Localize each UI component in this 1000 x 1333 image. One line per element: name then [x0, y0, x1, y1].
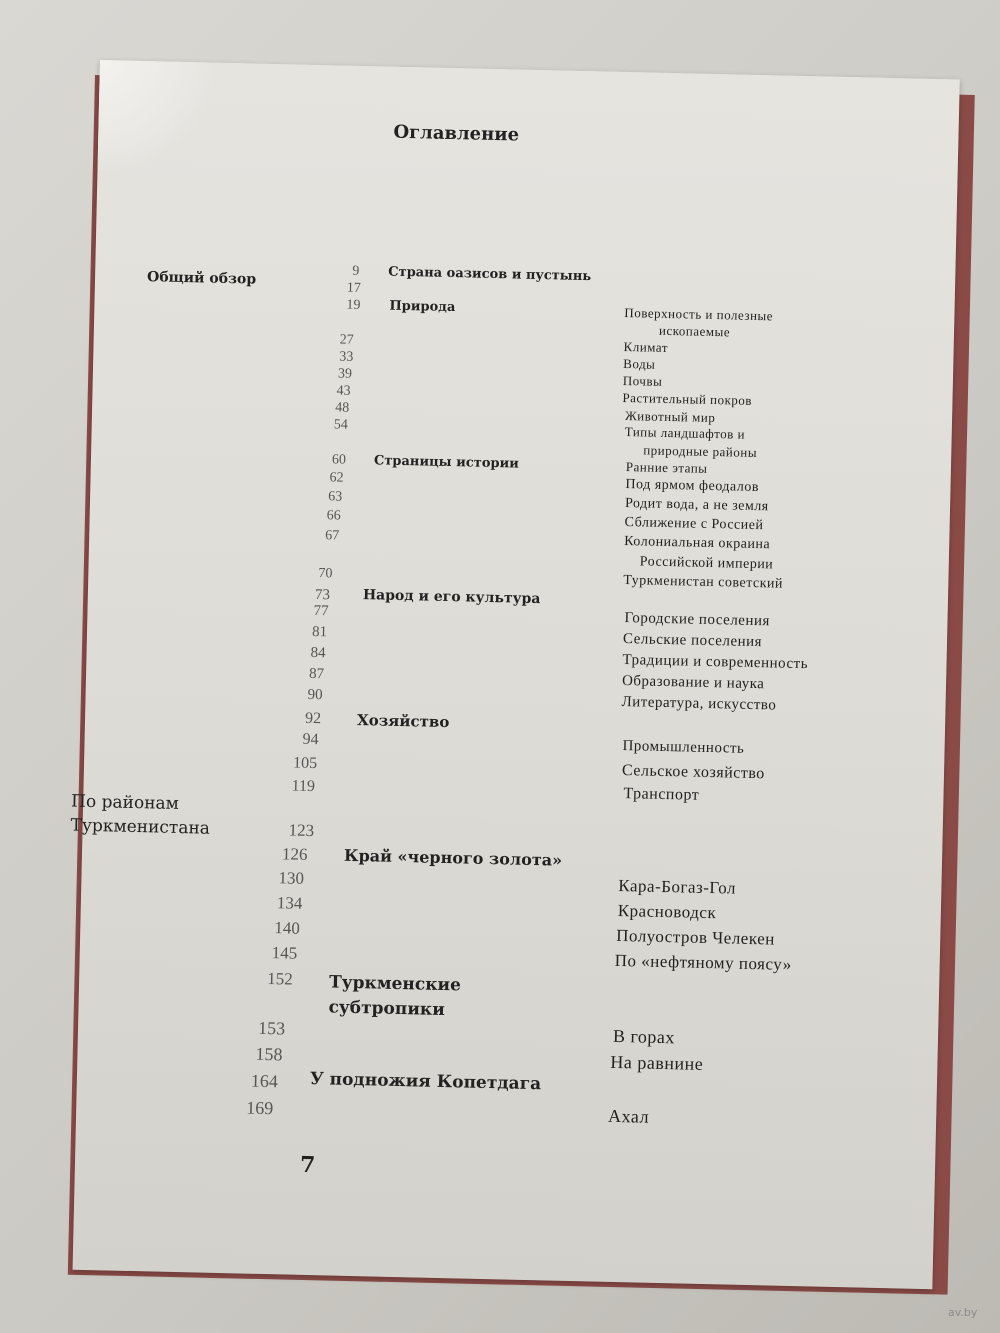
entry-page: 63 [327, 489, 343, 505]
entry-page: 60 [331, 452, 347, 468]
entry-page: 17 [346, 280, 362, 296]
entry-subsection: Под ярмом феодалов [625, 477, 760, 496]
entry-subsection: Российской империи [639, 554, 774, 573]
entry-section: Страницы истории [373, 453, 520, 472]
entry-section: Край «черного золота» [343, 845, 563, 870]
entry-subsection: Городские поселения [624, 610, 771, 630]
entry-subsection: Литература, искусство [621, 694, 777, 714]
entry-page: 158 [255, 1043, 283, 1065]
entry-page: 119 [291, 777, 316, 796]
part-label-regions-line1: По районам [70, 791, 180, 814]
entry-page: 33 [339, 349, 354, 365]
entry-page: 84 [310, 644, 326, 662]
entry-page: 145 [271, 943, 298, 963]
entry-subsection: Красноводск [617, 900, 717, 923]
entry-subsection: В горах [612, 1025, 676, 1048]
page-number: 7 [299, 1151, 316, 1179]
entry-subsection: Ахал [607, 1105, 650, 1127]
entry-subsection: Традиции и современность [622, 652, 809, 673]
entry-subsection: Ранние этапы [625, 459, 708, 476]
entry-page: 48 [334, 400, 350, 416]
entry-page: 19 [346, 297, 361, 313]
entry-subsection: Сближение с Россией [624, 515, 764, 534]
entry-page: 169 [246, 1097, 274, 1119]
entry-subsection: Почвы [622, 372, 663, 389]
entry-subsection: Климат [623, 338, 669, 355]
toc-title: Оглавление [393, 121, 520, 146]
entry-subsection: Животный мир [624, 408, 716, 426]
entry-subsection: Туркменистан советский [623, 573, 784, 592]
entry-page: 126 [281, 844, 308, 864]
entry-section: Хозяйство [356, 711, 450, 732]
entry-page: 164 [250, 1070, 279, 1092]
part-label-regions-line2: Туркменистана [70, 815, 211, 839]
entry-section: Страна оазисов и пустынь [388, 264, 592, 285]
entry-subsection: На равнине [610, 1051, 704, 1074]
part-label-overview: Общий обзор [146, 269, 257, 288]
part-page-regions: 123 [288, 820, 315, 841]
entry-page: 54 [333, 417, 348, 433]
entry-subsection: Поверхность и полезные [624, 304, 774, 324]
entry-subsection: ископаемые [658, 322, 731, 340]
entry-subsection: Сельские поселения [622, 631, 763, 651]
entry-subsection: По «нефтяному поясу» [614, 950, 792, 974]
entry-page: 43 [336, 383, 351, 399]
entry-page: 94 [302, 730, 319, 749]
entry-page: 77 [313, 602, 329, 620]
entry-subsection: Образование и наука [621, 673, 765, 693]
entry-subsection: Растительный покров [622, 389, 753, 408]
entry-page: 134 [276, 893, 303, 913]
entry-subsection: Воды [623, 355, 656, 372]
entry-section: Народ и его культура [362, 587, 541, 608]
entry-subsection: природные районы [643, 442, 758, 461]
entry-subsection: Полуостров Челекен [616, 925, 776, 949]
entry-page: 73 [314, 587, 331, 604]
entry-page: 27 [339, 332, 354, 348]
entry-page: 87 [308, 665, 325, 683]
entry-subsection: Типы ландшафтов и [624, 424, 746, 442]
entry-subsection: Колониальная окраина [624, 534, 771, 553]
entry-section: У подножия Копетдага [309, 1069, 542, 1095]
entry-page: 90 [307, 686, 323, 704]
entry-page: 130 [278, 868, 305, 888]
page-curl [98, 60, 215, 173]
entry-page: 105 [292, 754, 318, 773]
entry-page: 70 [318, 566, 333, 582]
entry-subsection: Транспорт [623, 785, 700, 804]
entry-section: Природа [389, 298, 456, 316]
entry-page: 62 [329, 470, 344, 486]
watermark-text: av.by [948, 1306, 978, 1319]
entry-page: 153 [257, 1017, 286, 1039]
entry-subsection: Сельское хозяйство [621, 762, 765, 783]
entry-page: 9 [352, 263, 360, 279]
entry-page: 152 [266, 969, 293, 989]
entry-page: 39 [337, 366, 353, 382]
book-page [70, 60, 960, 1289]
entry-page: 92 [304, 709, 322, 728]
entry-subsection: Промышленность [622, 738, 745, 757]
entry-page: 66 [326, 508, 341, 524]
entry-subsection: Кара-Богаз-Гол [618, 875, 737, 898]
entry-page: 67 [325, 528, 340, 544]
entry-page: 81 [311, 623, 328, 641]
entry-subsection: Родит вода, а не земля [624, 496, 769, 515]
entry-page: 140 [274, 918, 301, 938]
entry-section: Туркменские субтропики [328, 972, 462, 1021]
